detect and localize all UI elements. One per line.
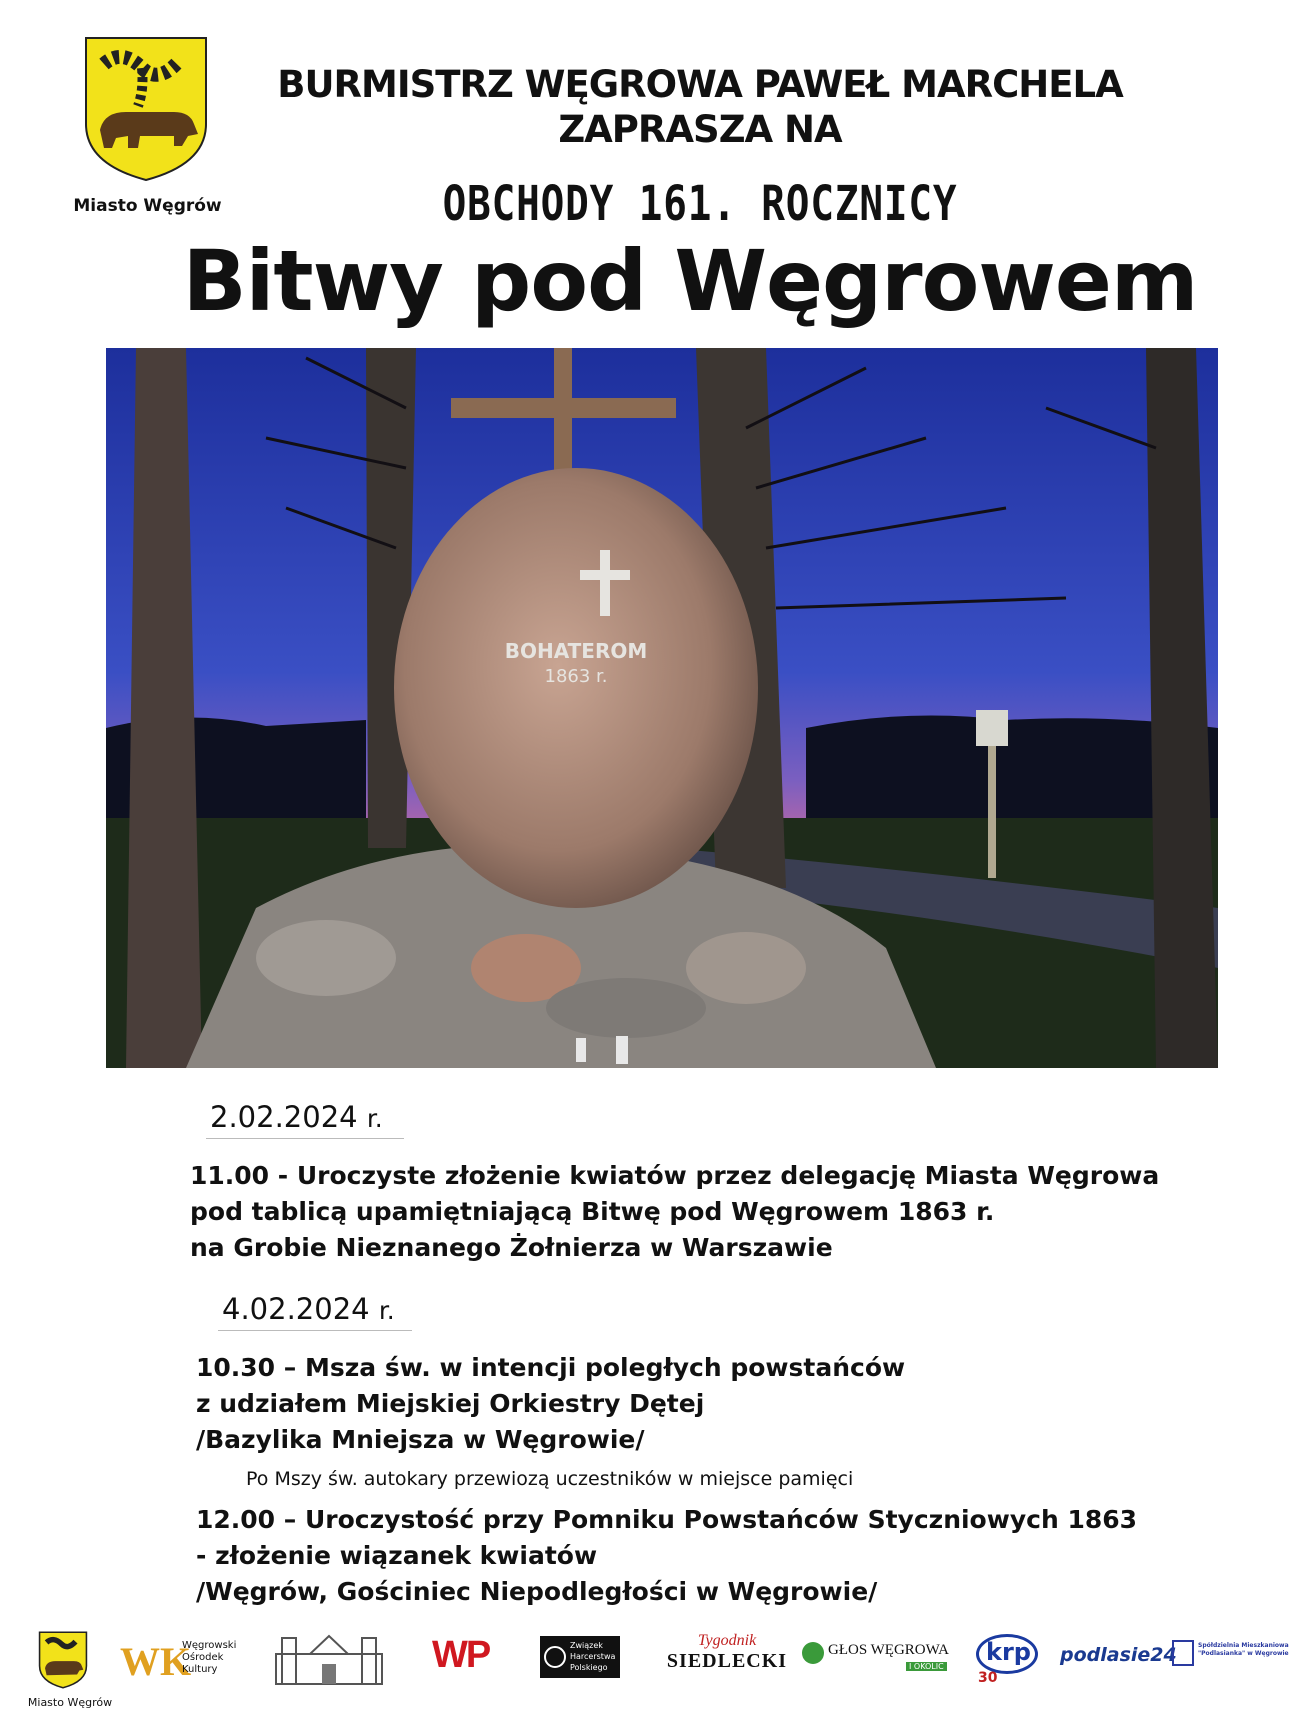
page-title: Bitwy pod Węgrowem [182,232,1198,330]
event-line: 11.00 - Uroczyste złożenie kwiatów przez delegację Miasta Węgrowa [190,1161,1160,1190]
tygodnik-bottom: SIEDLECKI [666,1650,788,1672]
glos-sub: I OKOLIC [906,1662,947,1671]
sponsor-logos [0,1622,1296,1728]
tygodnik-top: Tygodnik [697,1632,757,1649]
event-day1 [190,1158,1250,1266]
lily-icon [544,1646,566,1668]
event-line: na Grobie Nieznanego Żołnierza w Warszawie [190,1233,833,1262]
basilica-logo-icon [270,1630,388,1686]
date-day2-value: 4.02.2024 [222,1292,370,1326]
date-day1-suffix: r. [366,1104,383,1133]
wok-line: Węgrowski [182,1640,237,1651]
date-day2-suffix: r. [378,1296,395,1325]
city-label: Miasto Węgrów [73,196,222,216]
glos-logo [802,1640,952,1680]
mayor-heading: BURMISTRZ WĘGROWA PAWEŁ MARCHELA [277,63,1123,106]
wok-line: Ośrodek [182,1652,224,1663]
zhp-line: Polskiego [570,1663,608,1672]
wp-mark-icon: WP [432,1634,490,1676]
glos-mark-icon [802,1642,824,1664]
spoldzielnia-line: "Podlasianka" w Węgrowie [1198,1650,1289,1657]
event-line: /Węgrów, Gościniec Niepodległości w Węgrowie/ [196,1577,878,1606]
event-line: 12.00 – Uroczystość przy Pomniku Powstańców Styczniowych 1863 [196,1505,1138,1534]
event-line: pod tablicą upamiętniającą Bitwę pod Węgrowem 1863 r. [190,1197,995,1226]
krp-sub: 30 [978,1670,998,1686]
event-line: z udziałem Miejskiej Orkiestry Dętej [196,1389,705,1418]
footer-city-label: Miasto Węgrów [27,1696,113,1709]
wok-mark-icon: WK [120,1639,192,1684]
date-day1 [206,1100,404,1139]
date-day2 [218,1292,412,1331]
event-line: - złożenie wiązanek kwiatów [196,1541,598,1570]
wok-line: Kultury [182,1664,218,1675]
tygodnik-logo [662,1632,792,1682]
plaque-line-2: 1863 r. [544,666,608,687]
anniversary-heading: OBCHODY 161. ROCZNICY [442,176,958,232]
wp-logo [432,1634,522,1680]
event-line: /Bazylika Mniejsza w Węgrowie/ [196,1425,645,1454]
date-day1-value: 2.02.2024 [210,1100,358,1134]
spoldzielnia-line: Spółdzielnia Mieszkaniowa [1198,1642,1289,1649]
krp-name: krp [986,1638,1031,1666]
zhp-logo [540,1636,620,1678]
krp-logo [976,1634,1044,1686]
zhp-line: Harcerstwa [570,1652,616,1661]
event-line: 10.30 – Msza św. w intencji poległych powstańców [196,1353,906,1382]
city-crest-small-icon [38,1630,88,1690]
event-monument [196,1502,1276,1610]
house-icon [1172,1640,1194,1666]
bus-note: Po Mszy św. autokary przewiozą uczestników w miejsce pamięci [246,1468,854,1490]
event-mass [196,1350,1256,1458]
plaque-line-1: BOHATEROM [504,639,648,663]
invite-heading: ZAPRASZA NA [558,108,842,151]
podlasie24-name: podlasie24 [1060,1644,1177,1666]
city-crest-icon [82,34,210,184]
monument-photo [106,348,1218,1068]
wok-logo [120,1632,260,1692]
spoldzielnia-logo [1172,1636,1290,1680]
glos-name: GŁOS WĘGROWA [828,1642,949,1658]
podlasie24-logo [1060,1644,1177,1674]
zhp-line: Związek [570,1641,603,1650]
